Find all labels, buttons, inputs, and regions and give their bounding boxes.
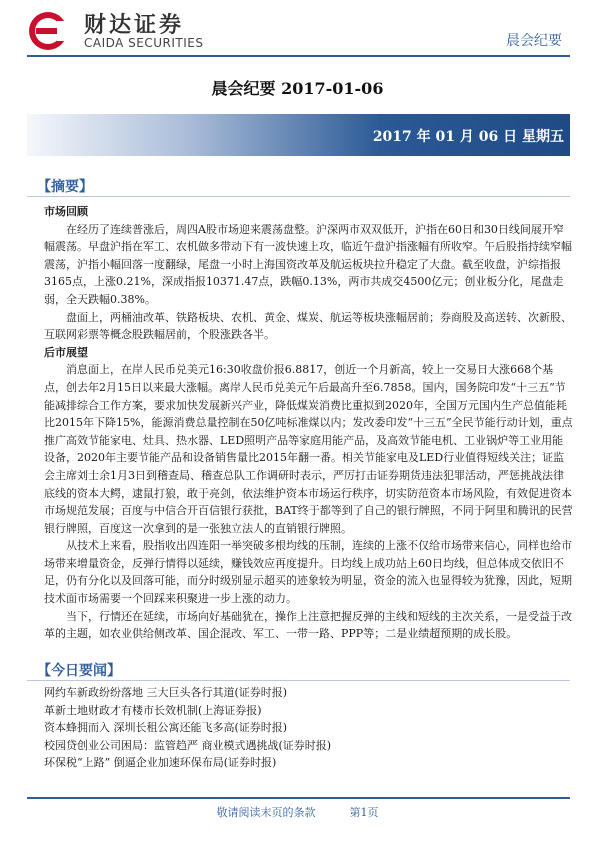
date-banner <box>27 114 570 156</box>
market-review-paragraph: 盘面上，两桶油改革、铁路板块、农机、黄金、煤炭、航运等板块涨幅居前；券商股及高送转、次新股、互联网彩票等概念股跌幅居前，个股涨跌各半。 <box>44 310 572 342</box>
footer-disclaimer-link[interactable]: 敬请阅读末页的条款 <box>216 806 316 819</box>
today-news-heading <box>27 658 570 681</box>
page-header <box>0 0 595 60</box>
document-title: 晨会纪要 2017-01-06 <box>211 79 384 98</box>
outlook-paragraph: 从技术上来看，股指收出四连阳一举突破多根均线的压制，连续的上涨不仅给市场带来信心，同样也给市场带来增量资金，反弹行情得以延续，赚钱效应再度提升。日均线上成功站上60日均线，但总体成交依旧不足，仍有分化以及回落可能，而分时级别显示超买的迹象较为明显，资金的流入也显得较为犹豫，因此，短期技术面市场需要一个回踩来积聚进一步上涨的动力。 <box>44 539 572 606</box>
brand-name-cn: 财达证券 <box>84 13 185 38</box>
today-news-list <box>44 684 544 772</box>
outlook-subtitle: 后市展望 <box>44 345 88 359</box>
summary-body <box>44 203 574 643</box>
brand-name-en: CAIDA SECURITIES <box>84 36 204 50</box>
footer-divider <box>27 797 570 799</box>
header-divider <box>27 55 570 57</box>
summary-heading-label: 【摘要】 <box>37 179 93 195</box>
header-tag: 晨会纪要 <box>506 33 562 49</box>
today-news-heading-label: 【今日要闻】 <box>37 663 121 679</box>
summary-heading <box>27 174 570 197</box>
outlook-paragraph: 消息面上，在岸人民币兑美元16:30收盘价报6.8817，创近一个月新高，较上一交易日大涨668个基点，创去年2月15日以来最大涨幅。离岸人民币兑美元午后最高升至6.7858。国内，国务院印发“十三五”节能减排综合工作方案，要求加快发展新兴产业，降低煤炭消费比重拟到2020年，全国万元国内生产总值能耗比2015年下降15%，能源消费总量控制在50亿吨标准煤以内；发改委印发“十三五”全民节能行动计划，重点推广高效节能家电、灶具、热水器、LED照明产品等家庭用能产品，及高效节能电机、工业锅炉等工业用能设备，2020年主要节能产品和设备销售量比2015年翻一番。相关节能家电及LED行业值得短线关注；证监会主席刘士余1月3日到稽查局、稽查总队工作调研时表示，严厉打击证券期货违法犯罪活动，严惩挑战法律底线的资本大鳄，逮鼠打狼，敢于亮剑，依法维护资本市场运行秩序，切实防范资本市场风险，有效促进资本市场规范发展；百度与中信合开百信银行获批，BAT终于都等到了自己的银行牌照，不同于阿里和腾讯的民营银行牌照，百度这一次拿到的是一张独立法人的直销银行牌照。 <box>44 363 573 535</box>
outlook-paragraph: 当下，行情还在延续，市场向好基础犹在，操作上注意把握反弹的主线和短线的主次关系，一是受益于改革的主题，如农业供给侧改革、国企混改、军工、一带一路、PPP等；二是业绩超预期的成长股。 <box>44 609 572 641</box>
banner-date: 2017 年 01 月 06 日 星期五 <box>372 129 564 145</box>
news-item[interactable]: 校园贷创业公司困局：监管趋严 商业模式遇挑战(证券时报) <box>44 738 332 752</box>
news-item[interactable]: 资本蜂拥而入 深圳长租公寓还能飞多高(证券时报) <box>44 721 288 735</box>
caida-logo-icon <box>27 10 73 52</box>
news-item[interactable]: 环保税“上路” 倒逼企业加速环保布局(证券时报) <box>44 756 277 770</box>
news-item[interactable]: 革新土地财政才有楼市长效机制(上海证券报) <box>44 703 262 717</box>
page-footer <box>0 804 595 820</box>
market-review-paragraph: 在经历了连续普涨后，周四A股市场迎来震荡盘整。沪深两市双双低开，沪指在60日和30日线间展开窄幅震荡。早盘沪指在军工、农机做多带动下有一波快速上攻，临近午盘沪指涨幅有所收窄。午后股指持续窄幅震荡，沪指小幅回落一度翻绿，尾盘一小时上海国资改革及航运板块拉升稳定了大盘。截至收盘，沪综指报3165点，上涨0.21%，深成指报10371.47点，跌幅0.13%，两市共成交4500亿元；创业板分化，尾盘走弱，全天跌幅0.38%。 <box>44 222 572 306</box>
page-number: 第1页 <box>349 806 379 819</box>
market-review-subtitle: 市场回顾 <box>44 205 88 218</box>
news-item[interactable]: 网约车新政纷纷落地 三大巨头各行其道(证券时报) <box>44 686 288 699</box>
